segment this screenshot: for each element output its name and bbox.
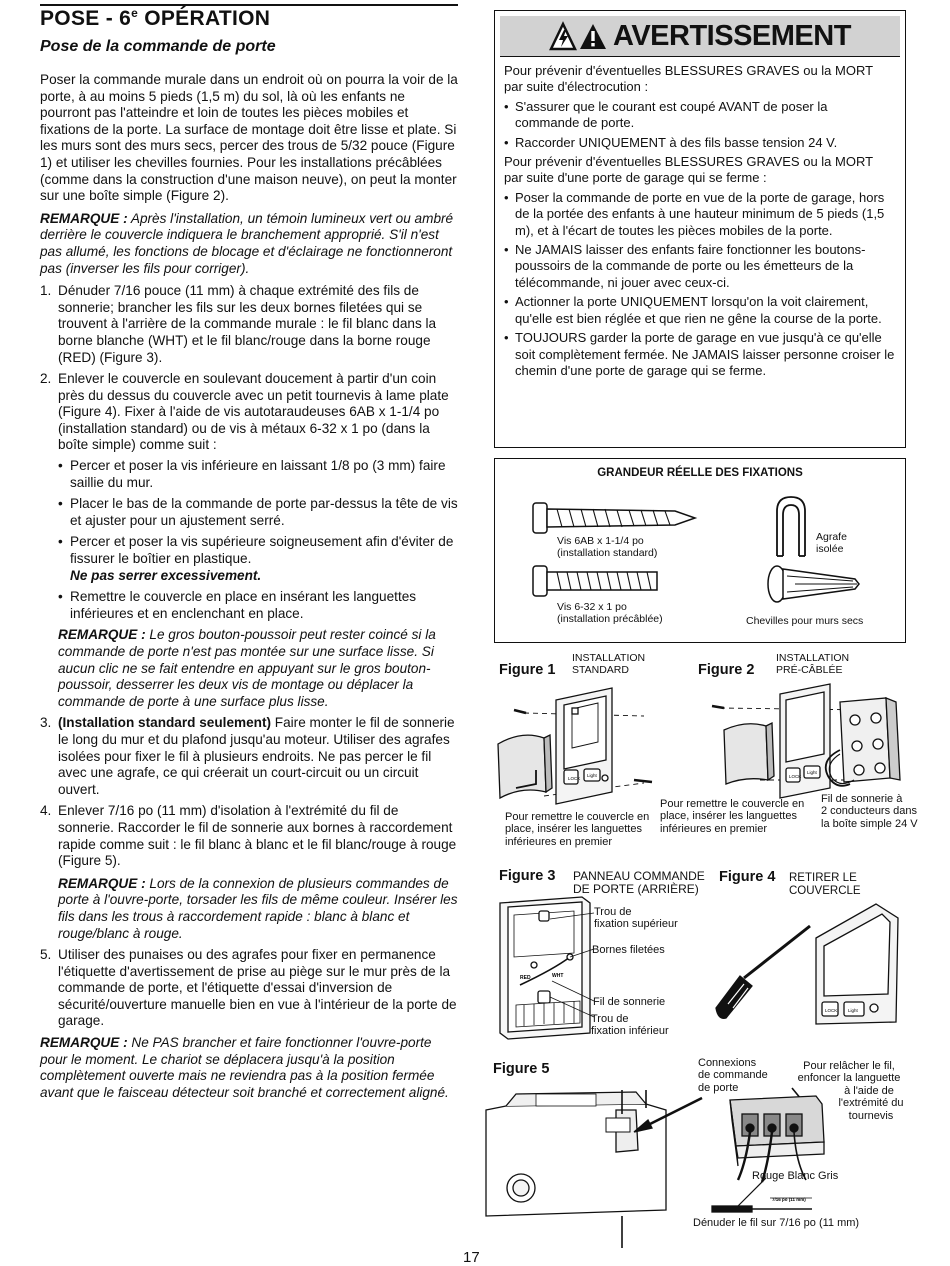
insulated-staple-icon bbox=[777, 497, 805, 556]
lock-text: LOCK bbox=[568, 776, 581, 781]
warning-title: AVERTISSEMENT bbox=[613, 19, 851, 52]
figure-1-illustration bbox=[494, 680, 684, 810]
screw-6-32-icon bbox=[533, 566, 657, 596]
figure-2-title: INSTALLATION PRÉ-CÂBLÉE bbox=[776, 652, 850, 676]
figure-3-top-hole-label: Trou de fixation supérieur bbox=[594, 906, 678, 931]
figure-1-caption: Pour remettre le couvercle en place, insérer les languettes inférieures en premier bbox=[505, 811, 650, 848]
lock-text: LOCK bbox=[825, 1008, 838, 1013]
steps-list bbox=[40, 283, 458, 1030]
warning-triangle-icon bbox=[580, 24, 606, 49]
figure-2-wire-label: Fil de sonnerie à 2 conducteurs dans la boîte simple 24 V bbox=[821, 793, 918, 830]
figure-2-label: Figure 2 bbox=[698, 662, 755, 678]
list-item: • S'assurer que le courant est coupé AVANT de poser la commande de porte. bbox=[504, 99, 895, 132]
step-2-note: REMARQUE : Le gros bouton-poussoir peut rester coincé si la commande de porte n'est pas montée sur une surface lisse. Si aucun clic ne se fait entendre en appuyant sur le gros bouton-poussoir, desserrer les deux vis de montage ou déplacer la commande de porte à une surface plus lisse. bbox=[58, 627, 436, 709]
light-text: Light bbox=[587, 773, 597, 778]
step-5: 5. Utiliser des punaises ou des agrafes pour fixer en permanence l'étiquette d'avertissement de prise au piège sur le mur près de la commande de porte, et l'étiquette d'essai d'inversion de sécurité/ouverture manuelle bien en vue à l'intérieur de la porte de garage. bbox=[40, 947, 457, 1029]
figure-2-caption: Pour remettre le couvercle en place, insérer les languettes inférieures en premier bbox=[660, 798, 805, 835]
figure-1-title: INSTALLATION STANDARD bbox=[572, 652, 646, 676]
figure-3-bottom-hole-label: Trou de fixation inférieur bbox=[591, 1013, 669, 1038]
wht-terminal-text: WHT bbox=[552, 973, 564, 979]
step-4: 4. Enlever 7/16 po (11 mm) d'isolation à l'extrémité du fil de sonnerie. Raccorder le fil de sonnerie aux bornes à raccordement rapide comme suit : le fil blanc à blanc et le fil blanc/rouge à rouge (Figure 5). REMARQUE : Lors de la connexion de plusieurs commandes de porte à l'ouvre-porte, torsader les fils de même couleur. Insérer les fils dans les trous à raccordement rapide : blanc à blanc et rouge/blanc à rouge. bbox=[40, 803, 458, 941]
strip-length-text: 7/16 po (11 mm) bbox=[772, 1197, 806, 1202]
figure-5-release-label: Pour relâcher le fil, enfoncer la languette à l'aide de l'extrémité du tournevis bbox=[797, 1060, 904, 1122]
top-mount-hole-icon bbox=[539, 911, 549, 921]
terminal-icon bbox=[531, 962, 537, 968]
warning-paragraph: Pour prévenir d'éventuelles BLESSURES GRAVES ou la MORT par suite d'une porte de garage qui se ferme : bbox=[504, 154, 873, 186]
list-item: • Percer et poser la vis inférieure en laissant 1/8 po (3 mm) faire saillie du mur. bbox=[58, 458, 458, 491]
note-1: REMARQUE : Après l'installation, un témoin lumineux vert ou ambré derrière le couvercle indiquera le branchement approprié. S'il n'est pas allumé, les fonctions de blocage et d'éclairage ne fonctionneront pas (inverser les fils pour corriger). bbox=[40, 210, 454, 276]
step-3: 3. (Installation standard seulement) Faire monter le fil de sonnerie le long du mur et du plafond jusqu'au moteur. Utiliser des agrafes isolées pour fixer le fil à plusieurs endroits. Ne pas percer le fil avec une agrafe, ce qui créerait un court-circuit ou un circuit ouvert. bbox=[40, 715, 455, 797]
screw-6ab-icon bbox=[533, 503, 695, 533]
figure-2-illustration bbox=[700, 680, 910, 800]
hazard-icons bbox=[549, 21, 607, 51]
section-subtitle: Pose de la commande de porte bbox=[40, 38, 276, 55]
anchors-label: Chevilles pour murs secs bbox=[746, 615, 864, 627]
final-note: REMARQUE : Ne PAS brancher et faire fonctionner l'ouvre-porte pour le moment. Le chariot se déplacera jusqu'à la position complètement ouverte mais ne reviendra pas à la position fermée avant que le faisceau détecteur soit branché et correctement aligné. bbox=[40, 1035, 449, 1100]
warning-body bbox=[495, 57, 905, 379]
step-2: 2. Enlever le couvercle en soulevant doucement à partir d'un coin près du dessus du couvercle avec un petit tournevis à lame plate (Figure 4). Fixer à l'aide de vis autotaraudeuses 6AB x 1-1/4 po (installation standard) ou de vis à métaux 6-32 x 1 po (dans la boîte simple) comme suit : • Percer et poser la vis inférieure en laissant 1/8 po (3 mm) faire saillie du mur. • Placer le bas de la commande de porte par-dessus la tête de vis et ajuster pour un ajustement serré. • Percer et poser la vis supérieure soigneusement afin d'éviter de fissurer le boîtier en plastique. Ne pas serrer excessivement. • Remettre le couvercle en place en insérant les languettes inférieures et en enclenchant en place. REMARQUE : Le gros bouton-poussoir peut rester coincé si la commande de porte n'est pas montée sur une surface lisse. Si aucun clic ne se fait entendre en appuyant sur le gros bouton-poussoir, desserrer les deux vis de montage ou déplacer la commande de porte à une surface plus lisse. bbox=[40, 371, 458, 710]
figure-3-title: PANNEAU COMMANDE DE PORTE (ARRIÈRE) bbox=[573, 869, 705, 896]
list-item: • Placer le bas de la commande de porte par-dessus la tête de vis et ajuster pour un ajustement serré. bbox=[58, 496, 458, 529]
warning-list-2 bbox=[504, 190, 895, 379]
screw-icon bbox=[712, 706, 724, 708]
list-item: • TOUJOURS garder la porte de garage en vue jusqu'à ce qu'elle soit complètement fermée. Ne JAMAIS laisser personne croiser le chemin d'une porte de garage qui se ferme. bbox=[504, 330, 895, 379]
screw-icon bbox=[634, 780, 652, 782]
figure-5-strip-label: Dénuder le fil sur 7/16 po (11 mm) bbox=[693, 1217, 860, 1229]
page-number: 17 bbox=[463, 1249, 480, 1266]
list-item: • Actionner la porte UNIQUEMENT lorsqu'on la voit clairement, qu'elle est bien réglée et que rien ne gêne la course de la porte. bbox=[504, 294, 895, 327]
list-item: • Ne JAMAIS laisser des enfants faire fonctionner les boutons-poussoirs de la commande de porte ou les émetteurs de la télécommande, ni jouer avec ceux-ci. bbox=[504, 242, 895, 291]
terminal-block-icon bbox=[606, 1118, 630, 1132]
list-item: • Raccorder UNIQUEMENT à des fils basse tension 24 V. bbox=[504, 135, 895, 151]
electric-hazard-icon bbox=[551, 24, 575, 49]
intro-paragraph: Poser la commande murale dans un endroit où on pourra la voir de la porte, à au moins 5 pieds (1,5 m) du sol, là où les enfants ne pourront pas l'atteindre et loin de toutes les pièces mobiles et fixations de la porte. La surface de montage doit être lisse et plate. Si les murs sont des murs secs, percer des trous de 5/32 pouce (Figure 1) et utiliser les chevilles fournies. Pour les installations précâblées (comme dans la construction d'une maison neuve), on peut la monter sur une boîte simple (Figure 2). bbox=[40, 72, 458, 204]
figure-3-illustration bbox=[494, 893, 604, 1043]
page-title: POSE - 6e OPÉRATION bbox=[40, 6, 271, 30]
warning-box bbox=[494, 10, 906, 448]
left-column bbox=[40, 72, 458, 1107]
figure-4-illustration bbox=[706, 898, 906, 1028]
figure-3-wire-label: Fil de sonnerie bbox=[593, 996, 666, 1008]
figure-3-terminals-label: Bornes filetées bbox=[592, 944, 665, 956]
warning-header bbox=[500, 16, 900, 57]
figure-5-label: Figure 5 bbox=[493, 1061, 550, 1077]
fasteners-box bbox=[494, 458, 906, 643]
figure-5-wire-colors: Rouge Blanc Gris bbox=[752, 1170, 839, 1182]
figure-1-label: Figure 1 bbox=[499, 662, 556, 678]
fasteners-title: GRANDEUR RÉELLE DES FIXATIONS bbox=[597, 467, 803, 479]
staple-label: Agrafe isolée bbox=[816, 531, 847, 555]
list-item: • Remettre le couvercle en place en insérant les languettes inférieures et en enclenchant en place. bbox=[58, 589, 458, 622]
lock-text: LOCK bbox=[789, 774, 802, 779]
light-text: Light bbox=[848, 1008, 858, 1013]
list-item: • Poser la commande de porte en vue de la porte de garage, hors de la portée des enfants à une hauteur minimum de 5 pieds (1,5 m), et à l'écart de toutes les pièces mobiles de la porte. bbox=[504, 190, 895, 239]
drywall-anchor-icon bbox=[768, 566, 859, 602]
figure-3-label: Figure 3 bbox=[499, 868, 556, 884]
screw1-label: Vis 6AB x 1-1/4 po (installation standard) bbox=[557, 535, 658, 559]
bottom-mount-hole-icon bbox=[538, 991, 550, 1003]
step-2-bullets bbox=[58, 458, 458, 622]
figure-5-connections-label: Connexions de commande de porte bbox=[698, 1057, 768, 1094]
warning-list-1 bbox=[504, 99, 895, 151]
warning-paragraph: Pour prévenir d'éventuelles BLESSURES GRAVES ou la MORT par suite d'électrocution : bbox=[504, 63, 873, 95]
list-item: • Percer et poser la vis supérieure soigneusement afin d'éviter de fissurer le boîtier en plastique. Ne pas serrer excessivement. bbox=[58, 534, 458, 584]
screw-icon bbox=[514, 710, 526, 713]
step-1: 1. Dénuder 7/16 pouce (11 mm) à chaque extrémité des fils de sonnerie; brancher les fils sur les deux bornes filetées qui se trouvent à l'arrière de la commande murale : le fil blanc dans la borne blanche (WHT) et le fil blanc/rouge dans la borne rouge (RED) (Figure 3). bbox=[40, 283, 437, 365]
step-4-note: REMARQUE : Lors de la connexion de plusieurs commandes de porte à l'ouvre-porte, torsader les fils de même couleur. Insérer les fils dans les trous à raccordement rapide : blanc à blanc et rouge/blanc à rouge. bbox=[58, 875, 458, 941]
screw2-label: Vis 6-32 x 1 po (installation précâblée) bbox=[557, 601, 663, 625]
figure-4-title: RETIRER LE COUVERCLE bbox=[789, 872, 861, 897]
figure-4-label: Figure 4 bbox=[719, 869, 776, 885]
light-text: Light bbox=[807, 770, 817, 775]
screwdriver-shaft-icon bbox=[744, 926, 810, 978]
red-terminal-text: RED bbox=[520, 975, 531, 981]
